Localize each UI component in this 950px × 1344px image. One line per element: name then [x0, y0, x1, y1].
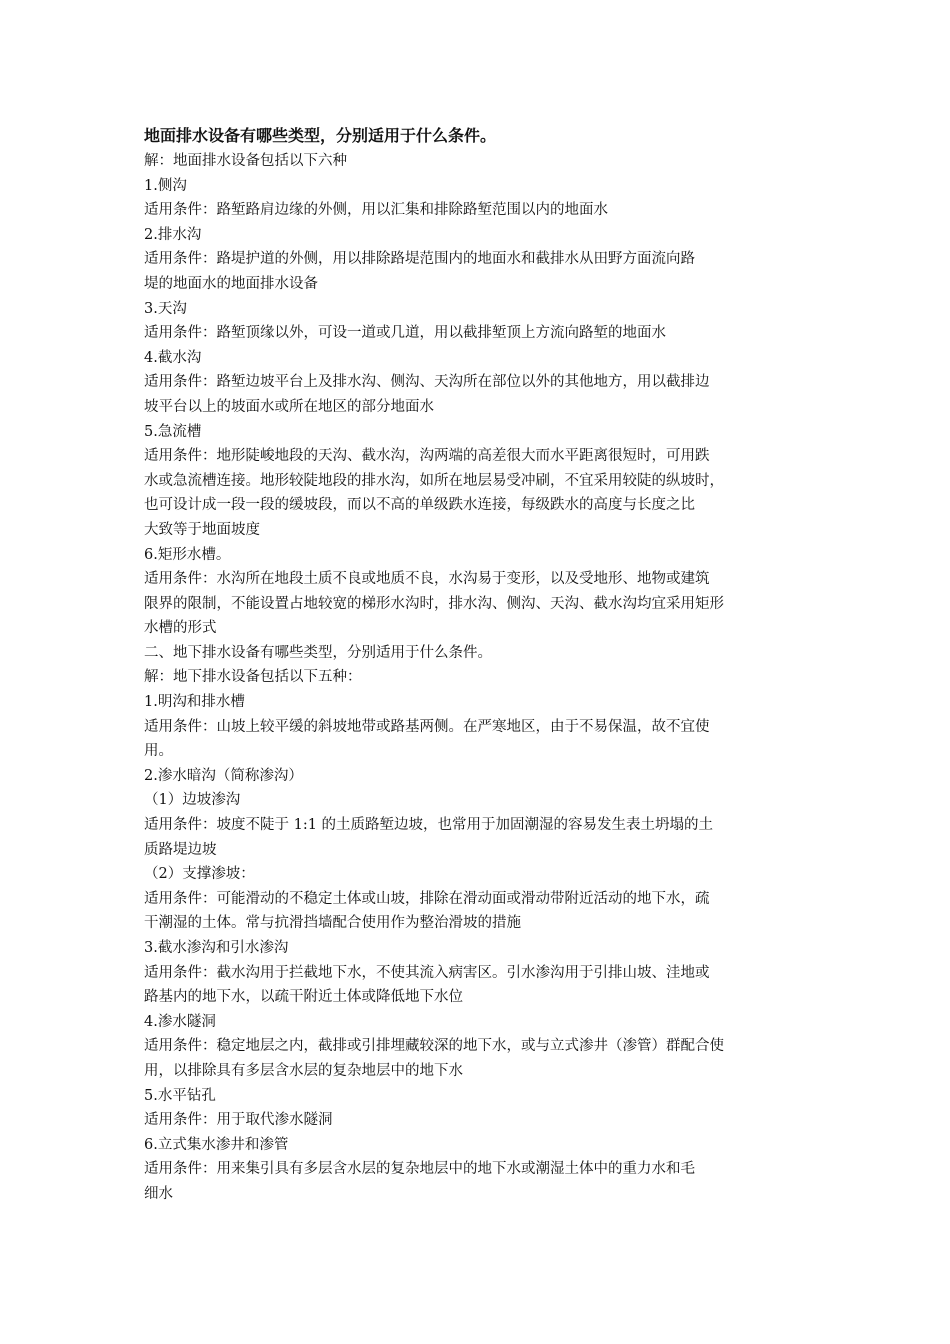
- text-line: 1.明沟和排水槽: [144, 694, 245, 711]
- text-line: 堤的地面水的地面排水设备: [144, 275, 318, 292]
- text-line: （1）边坡渗沟: [144, 792, 241, 809]
- text-line: 二、地下排水设备有哪些类型，分别适用于什么条件。: [144, 644, 492, 661]
- text-line: 水或急流槽连接。地形较陡地段的排水沟，如所在地层易受冲刷，不宜采用较陡的纵坡时，: [144, 472, 724, 489]
- text-line: 质路堤边坡: [144, 841, 217, 858]
- text-line: 6.立式集水渗井和渗管: [144, 1136, 289, 1153]
- text-line: 坡平台以上的坡面水或所在地区的部分地面水: [144, 398, 434, 415]
- text-line: 路基内的地下水，以疏干附近土体或降低地下水位: [144, 989, 463, 1006]
- text-line: 适用条件：用于取代渗水隧洞: [144, 1112, 333, 1129]
- text-line: 解：地面排水设备包括以下六种: [144, 153, 347, 169]
- text-line: 适用条件：截水沟用于拦截地下水，不使其流入病害区。引水渗沟用于引排山坡、洼地或: [144, 964, 710, 981]
- text-line: 适用条件：路堑路肩边缘的外侧，用以汇集和排除路堑范围以内的地面水: [144, 202, 608, 219]
- text-line: 适用条件：稳定地层之内，截排或引排埋藏较深的地下水，或与立式渗井（渗管）群配合使: [144, 1038, 724, 1055]
- document-body: [144, 149, 816, 1207]
- document-title: 地面排水设备有哪些类型，分别适用于什么条件。: [144, 126, 497, 145]
- text-line: 适用条件：可能滑动的不稳定土体或山坡，排除在滑动面或滑动带附近活动的地下水，疏: [144, 890, 710, 907]
- text-line: 3.截水渗沟和引水渗沟: [144, 940, 289, 956]
- text-line: 解：地下排水设备包括以下五种：: [144, 669, 362, 686]
- text-line: 适用条件：地形陡峻地段的天沟、截水沟，沟两端的高差很大而水平距离很短时，可用跌: [144, 448, 710, 465]
- text-line: 1.侧沟: [144, 177, 187, 194]
- text-line: 适用条件：用来集引具有多层含水层的复杂地层中的地下水或潮湿土体中的重力水和毛: [144, 1161, 695, 1178]
- text-line: 限界的限制，不能设置占地较宽的梯形水沟时，排水沟、侧沟、天沟、截水沟均宜采用矩形: [144, 595, 724, 612]
- document-page: [144, 122, 816, 1207]
- text-line: 4.渗水隧洞: [144, 1013, 216, 1030]
- text-line: 适用条件：路堑顶缘以外，可设一道或几道，用以截排堑顶上方流向路堑的地面水: [144, 325, 666, 342]
- text-line: 大致等于地面坡度: [144, 521, 260, 538]
- text-line: 5.水平钻孔: [144, 1087, 216, 1104]
- text-line: 5.急流槽: [144, 423, 202, 440]
- text-line: 适用条件：路堤护道的外侧，用以排除路堤范围内的地面水和截排水从田野方面流向路: [144, 251, 695, 268]
- text-line: 细水: [144, 1185, 173, 1202]
- text-line: 适用条件：路堑边坡平台上及排水沟、侧沟、天沟所在部位以外的其他地方，用以截排边: [144, 374, 710, 391]
- text-line: （2）支撑渗坡：: [144, 866, 255, 883]
- text-line: 水槽的形式: [144, 620, 217, 637]
- text-line: 2.排水沟: [144, 226, 202, 243]
- text-line: 4.截水沟: [144, 349, 202, 366]
- text-line: 适用条件：坡度不陡于 1:1 的土质路堑边坡，也常用于加固潮湿的容易发生表土坍塌的土: [144, 817, 714, 834]
- text-line: 也可设计成一段一段的缓坡段，而以不高的单级跌水连接，每级跌水的高度与长度之比: [144, 497, 695, 514]
- text-line: 6.矩形水槽。: [144, 546, 231, 563]
- text-line: 适用条件：水沟所在地段土质不良或地质不良，水沟易于变形，以及受地形、地物或建筑: [144, 571, 710, 588]
- text-line: 3.天沟: [144, 300, 187, 317]
- text-line: 干潮湿的土体。常与抗滑挡墙配合使用作为整治滑坡的措施: [144, 915, 521, 932]
- text-line: 适用条件：山坡上较平缓的斜坡地带或路基两侧。在严寒地区，由于不易保温，故不宜使: [144, 718, 710, 735]
- text-line: 用，以排除具有多层含水层的复杂地层中的地下水: [144, 1062, 463, 1079]
- text-line: 2.渗水暗沟（简称渗沟）: [144, 767, 303, 784]
- text-line: 用。: [144, 743, 173, 760]
